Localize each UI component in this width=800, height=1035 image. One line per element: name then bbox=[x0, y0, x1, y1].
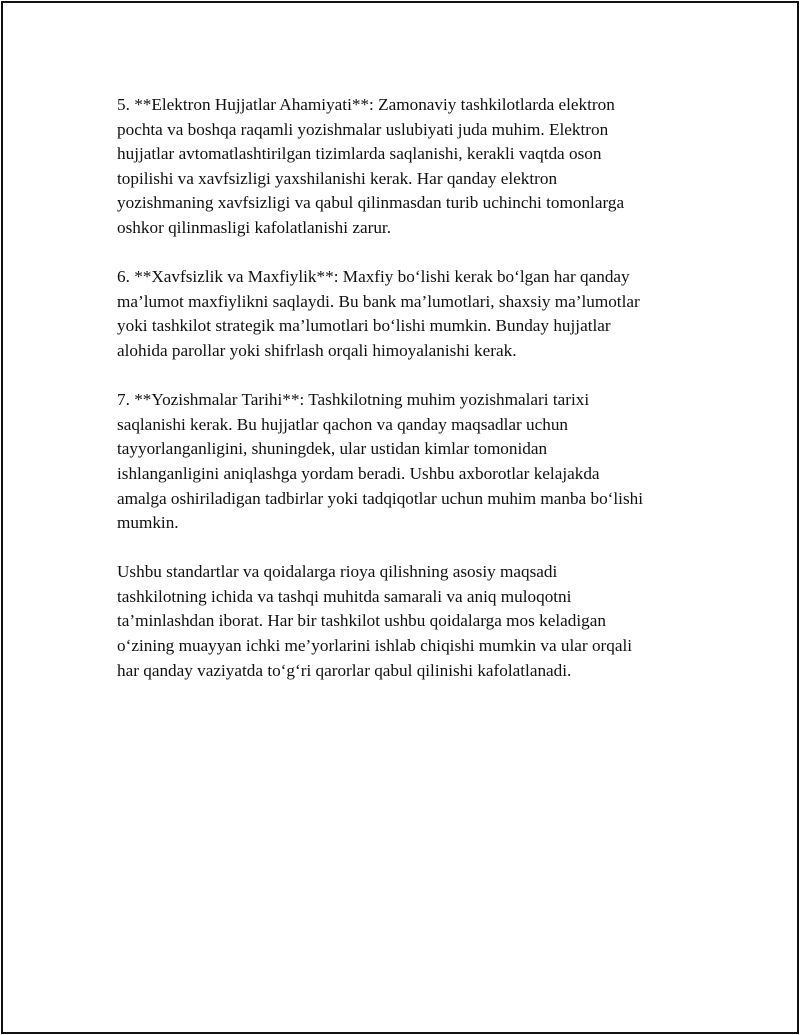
text-line: yozishmaning xavfsizligi va qabul qilinmasdan turib uchinchi tomonlarga bbox=[117, 193, 625, 213]
text-line: pochta va boshqa raqamli yozishmalar uslubiyati juda muhim. Elektron bbox=[117, 119, 609, 139]
text-line: ta’minlashdan iborat. Har bir tashkilot ushbu qoidalarga mos keladigan bbox=[117, 611, 606, 631]
text-line: har qanday vaziyatda to‘g‘ri qarorlar qabul qilinishi kafolatlanadi. bbox=[117, 660, 572, 680]
text-line: yoki tashkilot strategik ma’lumotlari bo‘lishi mumkin. Bunday hujjatlar bbox=[117, 316, 611, 336]
text-line: hujjatlar avtomatlashtirilgan tizimlarda saqlanishi, kerakli vaqtda oson bbox=[117, 144, 602, 164]
text-line: 7. **Yozishmalar Tarihi**: Tashkilotning muhim yozishmalari tarixi bbox=[117, 390, 590, 410]
paragraph-security-confidentiality bbox=[117, 265, 697, 363]
text-line: 5. **Elektron Hujjatlar Ahamiyati**: Zamonaviy tashkilotlarda elektron bbox=[117, 95, 615, 114]
text-line: oshkor qilinmasligi kafolatlanishi zarur. bbox=[117, 217, 391, 237]
text-line: 6. **Xavfsizlik va Maxfiylik**: Maxfiy bo‘lishi kerak bo‘lgan har qanday bbox=[117, 267, 630, 287]
text-line: tayyorlanganligini, shuningdek, ular ustidan kimlar tomonidan bbox=[117, 439, 548, 459]
text-line: ma’lumot maxfiylikni saqlaydi. Bu bank ma’lumotlari, shaxsiy ma’lumotlar bbox=[117, 291, 640, 311]
paragraph-conclusion bbox=[117, 560, 697, 683]
paragraph-electronic-documents bbox=[117, 93, 697, 241]
text-line: saqlanishi kerak. Bu hujjatlar qachon va qanday maqsadlar uchun bbox=[117, 414, 569, 434]
text-line: tashkilotning ichida va tashqi muhitda samarali va aniq muloqotni bbox=[117, 586, 572, 606]
text-line: topilishi va xavfsizligi yaxshilanishi kerak. Har qanday elektron bbox=[117, 168, 558, 188]
document-body bbox=[117, 93, 697, 708]
text-line: Ushbu standartlar va qoidalarga rioya qilishning asosiy maqsadi bbox=[117, 562, 558, 582]
text-line: amalga oshiriladigan tadbirlar yoki tadqiqotlar uchun muhim manba bo‘lishi bbox=[117, 488, 644, 508]
text-line: alohida parollar yoki shifrlash orqali himoyalanishi kerak. bbox=[117, 340, 517, 360]
text-line: ishlanganligini aniqlashga yordam beradi. Ushbu axborotlar kelajakda bbox=[117, 463, 600, 483]
text-line: o‘zining muayyan ichki me’yorlarini ishlab chiqishi mumkin va ular orqali bbox=[117, 636, 633, 656]
text-line: mumkin. bbox=[117, 513, 179, 533]
paragraph-correspondence-history bbox=[117, 388, 697, 536]
